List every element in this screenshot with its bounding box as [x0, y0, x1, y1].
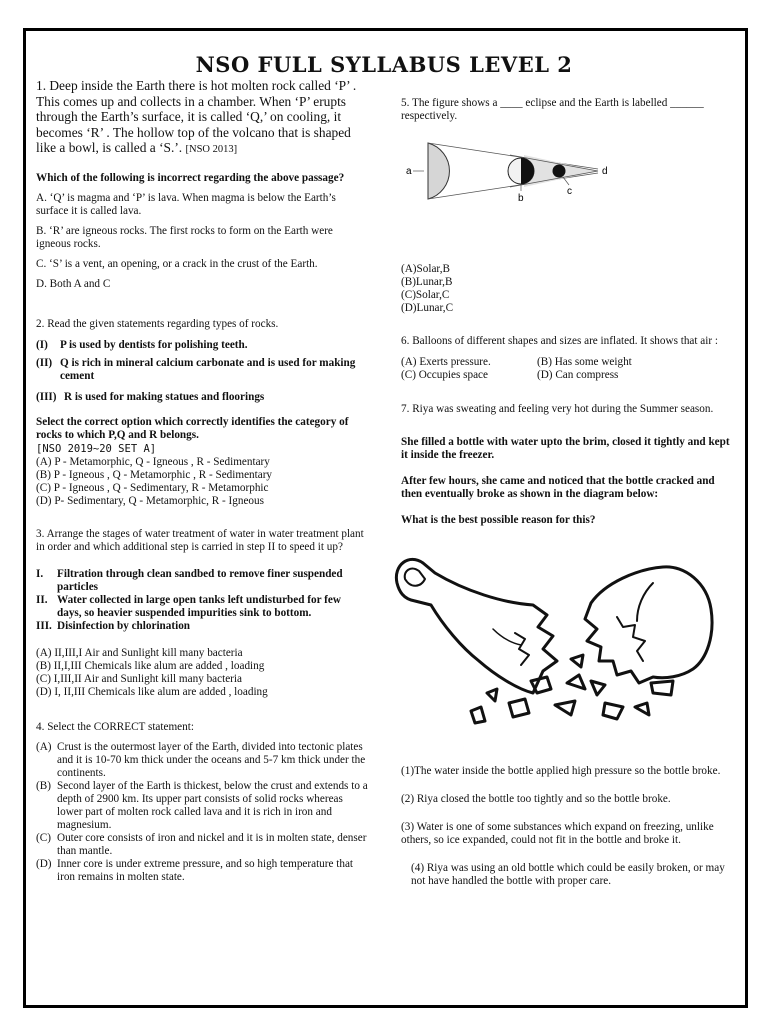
glass-shard: [487, 689, 497, 701]
q1-option-c: C. ‘S’ is a vent, an opening, or a crack in the crust of the Earth.: [36, 257, 318, 270]
q6-option-a: (A) Exerts pressure.: [401, 356, 491, 368]
ice-edge: [617, 617, 645, 661]
glass-shard: [471, 707, 485, 723]
question-2: [36, 318, 368, 508]
bottle-highlight: [637, 583, 653, 621]
q3-option-c: (C) I,III,II Air and Sunlight kill many bacteria: [36, 672, 242, 685]
label-d: d: [602, 166, 608, 177]
left-column: [36, 78, 368, 884]
q7-option-3: (3) Water is one of some substances which expand on freezing, unlike others, so ice expanded, could not fit in the bottle and broke it.: [401, 821, 714, 846]
q1-question: Which of the following is incorrect regarding the above passage?: [36, 171, 345, 184]
ice-edge: [515, 633, 529, 665]
q7-paragraph-1: She filled a bottle with water upto the brim, closed it tightly and kept it inside the freezer.: [401, 436, 730, 461]
q1-passage: 1. Deep inside the Earth there is hot molten rock called ‘P’ . This comes up and collects in a chamber. When ‘P’ erupts through the Earth’s surface, it is called ‘Q,’ on cooling, it becomes ‘R’ . The hollow top of the volcano that is shaped like a bowl, is called a ‘S.’.: [36, 78, 357, 155]
q1-option-d: D. Both A and C: [36, 277, 111, 290]
question-1: [36, 78, 368, 291]
q5-option-a: (A)Solar,B: [401, 263, 450, 275]
glass-shard: [603, 703, 623, 719]
glass-shard: [571, 655, 583, 667]
q3-step: III. Disinfection by chlorination: [36, 619, 191, 632]
q3-option-d: (D) I, II,III Chemicals like alum are added , loading: [36, 685, 268, 698]
glass-shard: [635, 703, 649, 715]
page-title: NSO FULL SYLLABUS LEVEL 2: [195, 52, 573, 77]
question-3: [36, 528, 368, 699]
label-a: a: [406, 166, 412, 177]
q3-intro: 3. Arrange the stages of water treatment of water in water treatment plant in order and which additional step is carried in step II to speed it up?: [36, 527, 364, 553]
q1-option-a: A. ‘Q’ is magma and ‘P’ is lava. When magma is below the Earth’s surface it is called lava.: [36, 191, 336, 217]
eclipse-diagram: [406, 135, 616, 213]
q3-step: II. Water collected in large open tanks left undisturbed for few days, so heavier suspended impurities sink to bottom.: [36, 593, 341, 619]
q2-option-d: (D) P- Sedimentary, Q - Metamorphic, R - Igneous: [36, 494, 264, 507]
q7-option-2: (2) Riya closed the bottle too tightly and so the bottle broke.: [401, 793, 671, 805]
q7-question: What is the best possible reason for this?: [401, 514, 596, 526]
bottle-right-half: [585, 567, 712, 683]
question-4: [36, 721, 368, 884]
q7-option-4: (4) Riya was using an old bottle which could be easily broken, or may not have handled the bottle with proper care.: [411, 862, 725, 887]
q2-question: Select the correct option which correctly identifies the category of rocks to which P,Q and R belongs.: [36, 415, 349, 441]
moon-circle: [553, 165, 566, 178]
q3-option-a: (A) II,III,I Air and Sunlight kill many bacteria: [36, 646, 243, 659]
q7-paragraph-2: After few hours, she came and noticed that the bottle cracked and then eventually broke as shown in the diagram below:: [401, 475, 715, 500]
q3-option-b: (B) II,I,III Chemicals like alum are added , loading: [36, 659, 265, 672]
q4-option: (B) Second layer of the Earth is thickest, below the crust and extends to a depth of 2900 km. Its upper part consists of solid rocks whereas lower part of molten rock called lava and it is rich in iron and magnesium.: [36, 779, 368, 831]
q1-source-tag: [NSO 2013]: [185, 144, 238, 155]
q6-question: 6. Balloons of different shapes and sizes are inflated. It shows that air :: [401, 335, 718, 347]
bottle-neck-rim: [405, 569, 425, 586]
q6-option-d: (D) Can compress: [537, 369, 619, 381]
label-c: c: [567, 186, 572, 197]
glass-shard: [651, 681, 673, 695]
q5-option-b: (B)Lunar,B: [401, 276, 453, 288]
q4-option: (A) Crust is the outermost layer of the Earth, divided into tectonic plates and it is 10-70 km thick under the oceans and 5-7 km thick under the continents.: [36, 740, 366, 779]
question-5: [401, 97, 731, 315]
q3-step: I. Filtration through clean sandbed to remove finer suspended particles: [36, 567, 343, 593]
q4-option: (C) Outer core consists of iron and nickel and it is in molten state, denser than mantle.: [36, 831, 367, 857]
question-7: [401, 403, 731, 888]
bottle-left-half: [396, 559, 557, 693]
glass-shard: [567, 675, 585, 689]
sun-shape: [428, 143, 449, 199]
q5-option-d: (D)Lunar,C: [401, 302, 454, 314]
q4-intro: 4. Select the CORRECT statement:: [36, 720, 194, 733]
crack-line: [493, 629, 521, 645]
q2-statement: (III) R is used for making statues and floorings: [36, 390, 265, 403]
q5-question: 5. The figure shows a ____ eclipse and the Earth is labelled ______ respectively.: [401, 97, 704, 122]
q6-option-b: (B) Has some weight: [537, 356, 632, 368]
q2-source-tag: [NSO 2019~20 SET A]: [36, 442, 157, 455]
broken-bottle-illustration: [391, 543, 721, 743]
question-6: [401, 335, 731, 382]
glass-shard: [555, 701, 575, 715]
q1-option-b: B. ‘R’ are igneous rocks. The first rocks to form on the Earth were igneous rocks.: [36, 224, 333, 250]
q2-intro: 2. Read the given statements regarding types of rocks.: [36, 317, 279, 330]
label-b: b: [518, 193, 524, 204]
glass-shard: [509, 699, 529, 717]
right-column: [401, 97, 731, 888]
q5-option-c: (C)Solar,C: [401, 289, 450, 301]
q6-option-c: (C) Occupies space: [401, 369, 488, 381]
glass-shard: [591, 681, 605, 695]
q4-option: (D) Inner core is under extreme pressure, and so high temperature that iron remains in molten state.: [36, 857, 354, 883]
q7-option-1: (1)The water inside the bottle applied high pressure so the bottle broke.: [401, 765, 721, 777]
q7-intro: 7. Riya was sweating and feeling very hot during the Summer season.: [401, 403, 714, 415]
q2-option-b: (B) P - Igneous , Q - Metamorphic , R - Sedimentary: [36, 468, 273, 481]
q2-statement: (II) Q is rich in mineral calcium carbonate and is used for making cement: [36, 356, 356, 382]
q2-option-a: (A) P - Metamorphic, Q - Igneous , R - Sedimentary: [36, 455, 270, 468]
q2-option-c: (C) P - Igneous , Q - Sedimentary, R - Metamorphic: [36, 481, 269, 494]
q2-statement: (I) P is used by dentists for polishing teeth.: [36, 338, 248, 351]
